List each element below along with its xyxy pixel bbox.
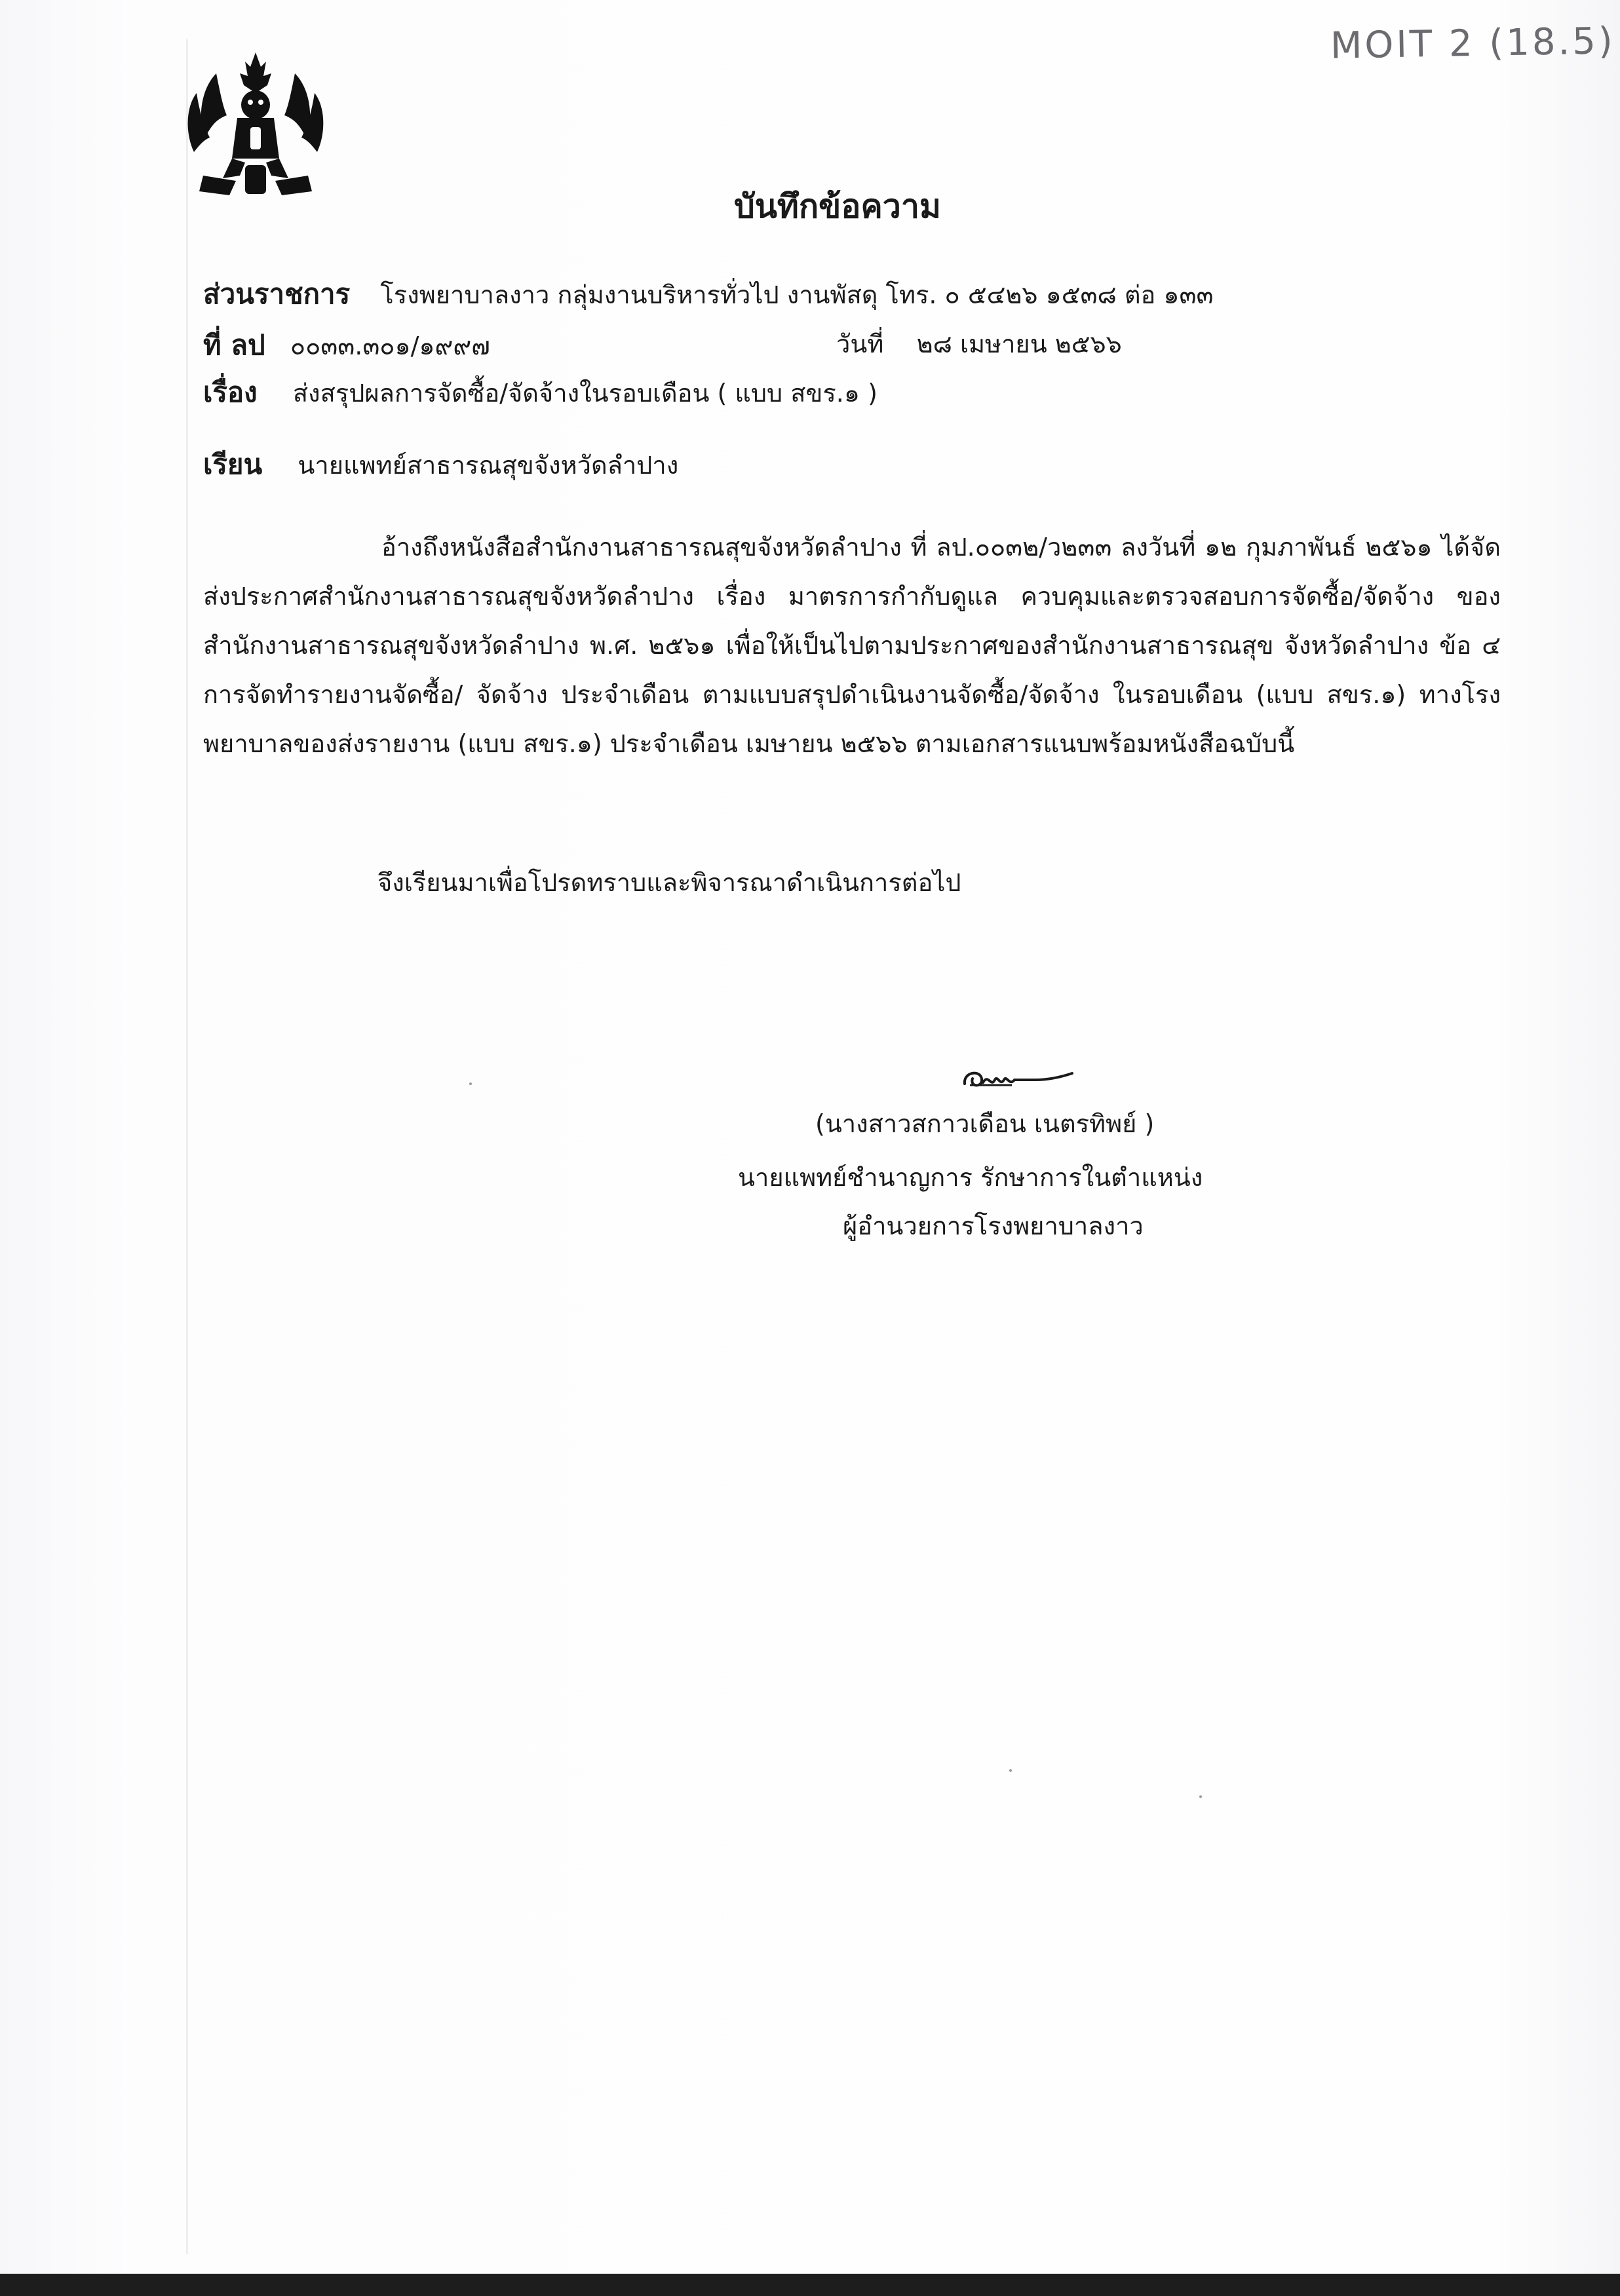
signatory-position: นายแพทย์ชำนาญการ รักษาการในตำแหน่ง: [738, 1163, 1203, 1192]
agency-value: โรงพยาบาลงาว กลุ่มงานบริหารทั่วไป งานพัสดุ โทร. ๐ ๕๔๒๖ ๑๕๓๘ ต่อ ๑๓๓: [380, 280, 1214, 309]
body-text: อ้างถึงหนังสือสำนักงานสาธารณสุขจังหวัดลำปาง ที่ ลป.๐๐๓๒/ว๒๓๓ ลงวันที่ ๑๒ กุมภาพันธ์ ๒๕๖๑ ได้จัดส่งประกาศสำนักงานสาธารณสุขจังหวัดลำปาง เรื่อง มาตรการกำกับดูแล ควบคุมและตรวจสอบการจัดซื้อ/จัดจ้าง ของสำนักงานสาธารณสุขจังหวัดลำปาง พ.ศ. ๒๕๖๑ เพื่อให้เป็นไปตามประกาศของสำนักงานสาธารณสุข จังหวัดลำปาง ข้อ ๔ การจัดทำรายงานจัดซื้อ/ จัดจ้าง ประจำเดือน ตามแบบสรุปดำเนินงานจัดซื้อ/จัดจ้าง ในรอบเดือน (แบบ สขร.๑) ทางโรงพยาบาลของส่งรายงาน (แบบ สขร.๑) ประจำเดือน เมษายน ๒๕๖๖ ตามเอกสารแนบพร้อมหนังสือฉบับนี้: [203, 533, 1501, 758]
reference-row: [203, 324, 490, 367]
recipient-label: เรียน: [203, 448, 263, 480]
signatory-role: ผู้อำนวยการโรงพยาบาลงาว: [843, 1212, 1144, 1240]
subject-row: [203, 371, 878, 414]
signatory-name: (นางสาวสกาวเดือน เนตรทิพย์ ): [815, 1109, 1155, 1138]
scan-bottom-edge: [0, 2274, 1620, 2296]
date-value: ๒๘ เมษายน ๒๕๖๖: [916, 330, 1122, 358]
garuda-emblem-icon: [177, 47, 334, 204]
handwritten-reference: MOIT 2 (18.5): [1330, 20, 1616, 67]
body-paragraph: [203, 523, 1501, 769]
scan-speck: [1009, 1769, 1012, 1772]
date-row: [836, 324, 1122, 364]
subject-value: ส่งสรุปผลการจัดซื้อ/จัดจ้างในรอบเดือน ( แบบ สขร.๑ ): [292, 379, 878, 408]
scan-speck: [1199, 1795, 1202, 1798]
agency-label: ส่วนราชการ: [203, 278, 351, 310]
date-label: วันที่: [836, 330, 884, 358]
document-title: บันทึกข้อความ: [734, 187, 941, 225]
closing-line: จึงเรียนมาเพื่อโปรดทราบและพิจารณาดำเนินการต่อไป: [377, 868, 961, 897]
reference-label: ที่ ลป: [203, 329, 265, 361]
reference-number: ๐๐๓๓.๓๐๑/๑๙๙๗: [290, 332, 490, 360]
recipient-value: นายแพทย์สาธารณสุขจังหวัดลำปาง: [298, 451, 679, 480]
agency-row: [203, 273, 1214, 316]
recipient-row: [203, 443, 678, 486]
subject-label: เรื่อง: [203, 376, 258, 408]
scan-speck: [469, 1082, 472, 1085]
signature-mark: [957, 1054, 1088, 1100]
scan-shadow: [186, 39, 188, 2254]
